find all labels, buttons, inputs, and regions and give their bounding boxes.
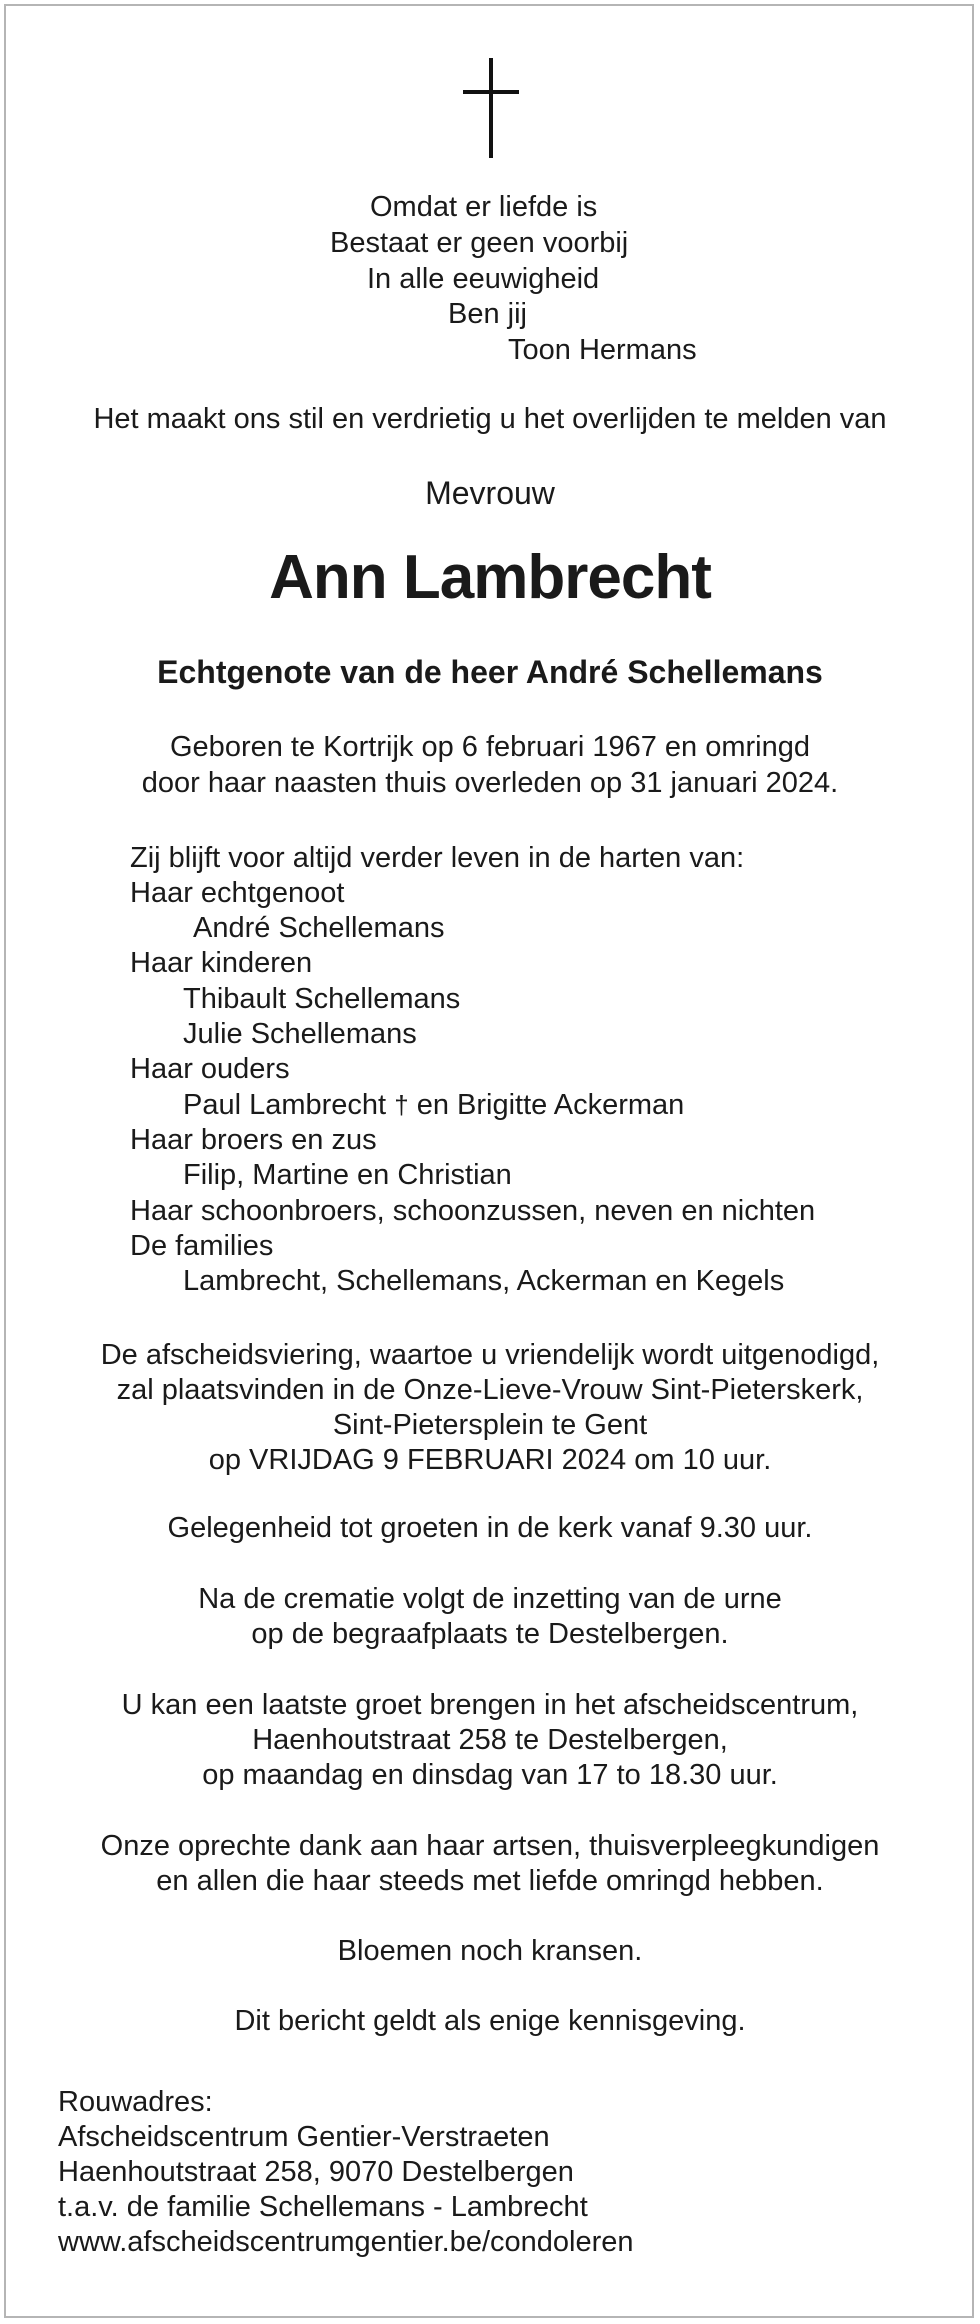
intro-text: Het maakt ons stil en verdrietig u het overlijden te melden van	[93, 403, 887, 435]
dagger-icon: †	[394, 1090, 409, 1120]
address-line: Afscheidscentrum Gentier-Verstraeten	[58, 2121, 550, 2153]
cremation-line: Na de crematie volgt de inzetting van de urne	[198, 1583, 782, 1615]
poem-line: Ben jij	[448, 298, 527, 330]
family-label: Haar broers en zus	[130, 1124, 377, 1156]
poem-line: In alle eeuwigheid	[367, 263, 600, 295]
farewell-line: Haenhoutstraat 258 te Destelbergen,	[252, 1724, 728, 1756]
family-member: Thibault Schellemans	[183, 983, 461, 1015]
family-label: Haar echtgenoot	[130, 877, 345, 909]
family-label: Haar ouders	[130, 1053, 290, 1085]
family-member: Paul Lambrecht	[183, 1089, 387, 1121]
cremation-line: op de begraafplaats te Destelbergen.	[251, 1618, 729, 1650]
farewell-line: op maandag en dinsdag van 17 to 18.30 uur.	[202, 1759, 778, 1791]
family-member: en Brigitte Ackerman	[416, 1089, 685, 1121]
deceased-name: Ann Lambrecht	[269, 543, 711, 612]
ceremony-line: De afscheidsviering, waartoe u vriendelijk wordt uitgenodigd,	[100, 1339, 880, 1371]
flowers-note: Bloemen noch kransen.	[337, 1935, 643, 1967]
poem-line: Omdat er liefde is	[370, 191, 598, 223]
birth-death-line: Geboren te Kortrijk op 6 februari 1967 en omringd	[170, 731, 810, 763]
ceremony-line: op VRIJDAG 9 FEBRUARI 2024 om 10 uur.	[208, 1444, 772, 1476]
family-member: Julie Schellemans	[183, 1018, 417, 1050]
poem-line: Bestaat er geen voorbij	[330, 227, 629, 259]
salutation: Mevrouw	[425, 475, 555, 511]
greeting-line: Gelegenheid tot groeten in de kerk vanaf 9.30 uur.	[167, 1512, 813, 1544]
family-label: Haar kinderen	[130, 947, 313, 979]
condolence-link[interactable]: www.afscheidscentrumgentier.be/condoleren	[58, 2226, 634, 2258]
ceremony-line: Sint-Pietersplein te Gent	[332, 1409, 648, 1441]
notice-note: Dit bericht geldt als enige kennisgeving.	[234, 2005, 746, 2037]
family-member: André Schellemans	[193, 912, 445, 944]
farewell-line: U kan een laatste groet brengen in het afscheidscentrum,	[121, 1689, 859, 1721]
latin-cross-icon	[463, 58, 519, 158]
thanks-line: en allen die haar steeds met liefde omringd hebben.	[156, 1865, 824, 1897]
family-intro: Zij blijft voor altijd verder leven in de harten van:	[130, 842, 745, 874]
address-line: Haenhoutstraat 258, 9070 Destelbergen	[58, 2156, 574, 2188]
family-member: Filip, Martine en Christian	[183, 1159, 512, 1191]
poem-author: Toon Hermans	[508, 334, 697, 366]
thanks-line: Onze oprechte dank aan haar artsen, thuisverpleegkundigen	[100, 1830, 880, 1862]
family-label: Haar schoonbroers, schoonzussen, neven en nichten	[130, 1195, 816, 1227]
family-member: Lambrecht, Schellemans, Ackerman en Kegels	[183, 1265, 785, 1297]
spouse-line: Echtgenote van de heer André Schellemans	[157, 654, 823, 690]
birth-death-line: door haar naasten thuis overleden op 31 januari 2024.	[141, 767, 839, 799]
parents-line	[183, 1088, 684, 1122]
address-line: t.a.v. de familie Schellemans - Lambrecht	[58, 2191, 588, 2223]
address-label: Rouwadres:	[58, 2086, 213, 2118]
family-label: De families	[130, 1230, 274, 1262]
ceremony-line: zal plaatsvinden in de Onze-Lieve-Vrouw Sint-Pieterskerk,	[116, 1374, 864, 1406]
